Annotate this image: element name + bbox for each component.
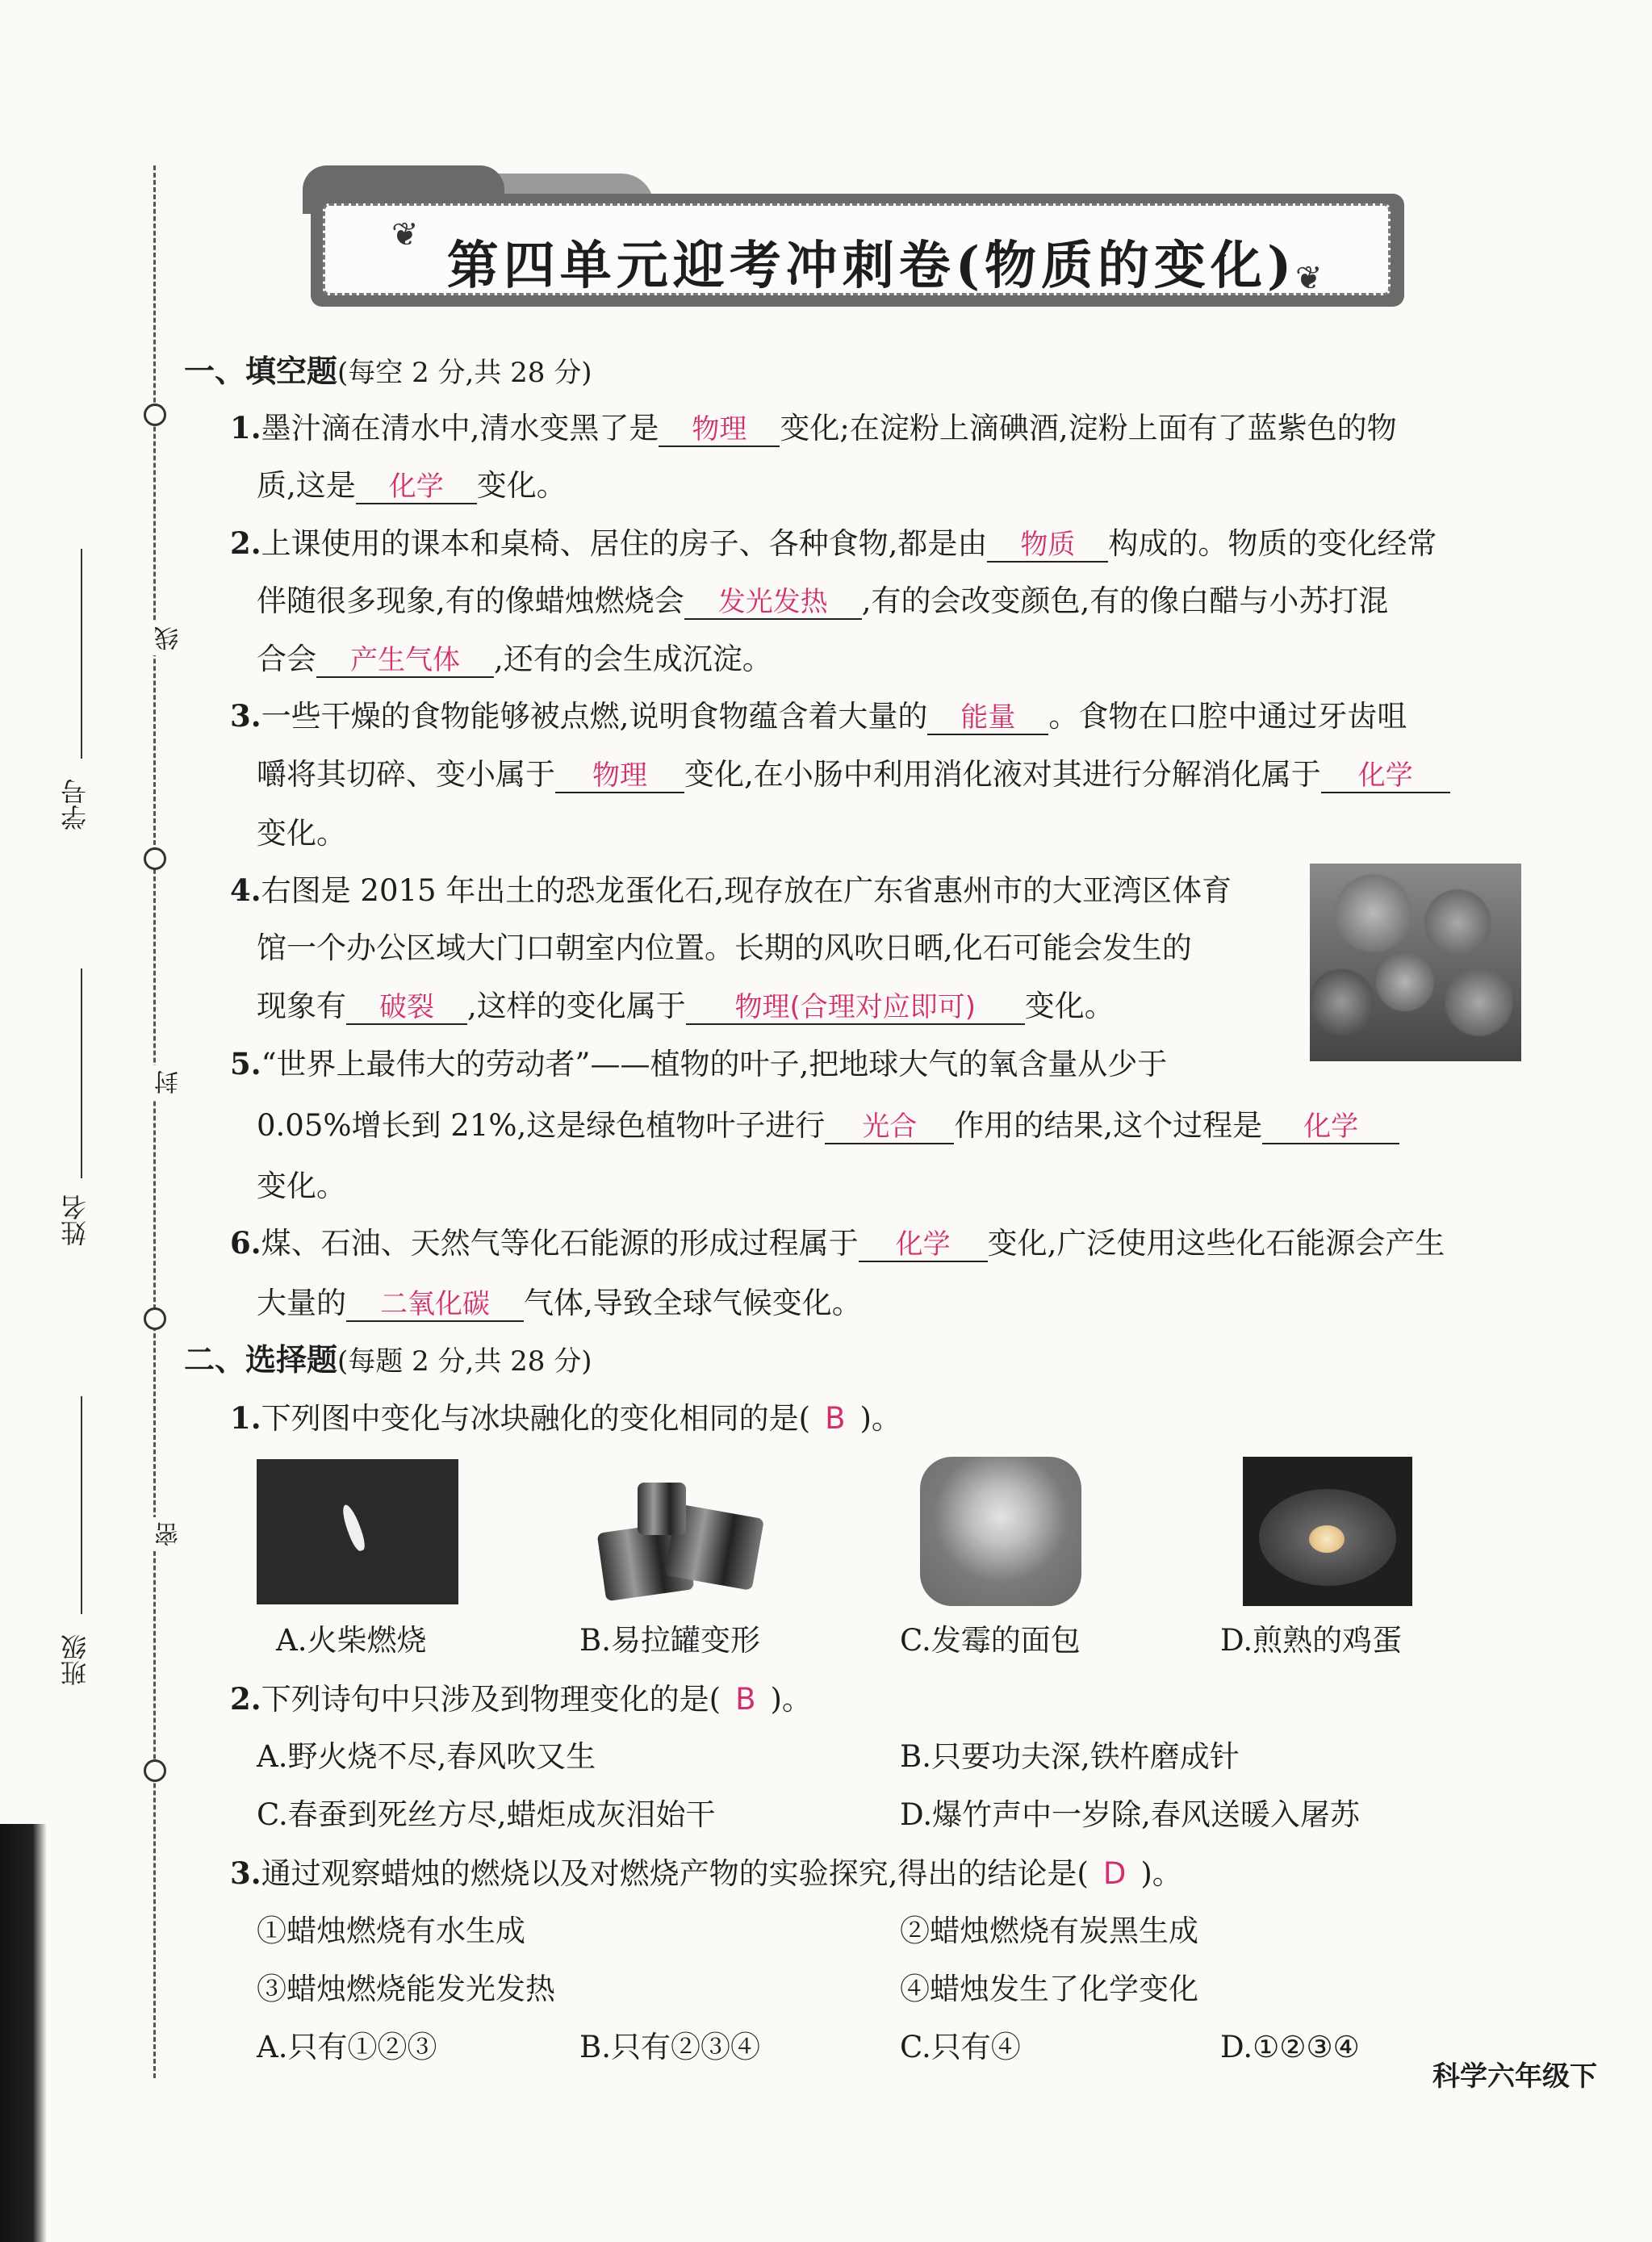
s1-q4-answer1[interactable]: 破裂: [346, 991, 467, 1025]
s2-q3-item-2: ②蜡烛燃烧有炭黑生成: [900, 1914, 1198, 1948]
s1-q4-line3: 现象有 破裂 ,这样的变化属于 物理(合理对应即可) 变化。: [257, 989, 1115, 1023]
s2-q2-option-b[interactable]: B.只要功夫深,铁杵磨成针: [900, 1739, 1240, 1774]
moldy-bread-image: [920, 1457, 1081, 1606]
s2-q1-option-b[interactable]: B.易拉罐变形: [579, 1623, 760, 1658]
s2-q1-option-d[interactable]: D.煎熟的鸡蛋: [1220, 1623, 1403, 1658]
s1-q3-line3: 变化。: [257, 816, 346, 851]
s1-q1-line2: 质,这是 化学 变化。: [257, 468, 567, 503]
s1-q2-line1: 2.上课使用的课本和桌椅、居住的房子、各种食物,都是由 物质 构成的。物质的变化经常: [230, 525, 1437, 561]
s1-q5-answer2[interactable]: 化学: [1262, 1111, 1399, 1144]
student-id-label: 学号: [60, 779, 90, 830]
class-label: 班级: [60, 1634, 90, 1686]
s2-q2-option-c[interactable]: C.春蚕到死丝方尽,蜡炬成灰泪始干: [257, 1797, 716, 1832]
binding-word-feng: 封: [152, 1065, 187, 1099]
s1-q6-line2: 大量的 二氧化碳 气体,导致全球气候变化。: [257, 1286, 862, 1320]
s1-q6-answer1[interactable]: 化学: [859, 1228, 988, 1262]
student-name-field[interactable]: [81, 968, 82, 1178]
s1-q3-answer3[interactable]: 化学: [1321, 759, 1450, 793]
binding-hole: [144, 1759, 166, 1782]
s1-q3-answer1[interactable]: 能量: [927, 701, 1048, 735]
binding-hole: [144, 847, 166, 870]
s2-q1-option-a[interactable]: A.火柴燃烧: [276, 1623, 427, 1658]
s2-q2-stem: 2.下列诗句中只涉及到物理变化的是( B )。: [230, 1681, 812, 1717]
s2-q3-item-4: ④蜡烛发生了化学变化: [900, 1972, 1198, 2006]
burning-match-image: [257, 1459, 458, 1604]
s1-q4-answer2[interactable]: 物理(合理对应即可): [686, 991, 1025, 1025]
s1-q3-answer2[interactable]: 物理: [555, 759, 684, 793]
s2-q3-option-c[interactable]: C.只有④: [900, 2030, 1021, 2064]
s1-q5-line3: 变化。: [257, 1169, 346, 1203]
s1-q5-line1: 5.“世界上最伟大的劳动者”——植物的叶子,把地球大气的氧含量从少于: [230, 1046, 1168, 1081]
s1-q3-line1: 3.一些干燥的食物能够被点燃,说明食物蕴含着大量的 能量 。食物在口腔中通过牙齿咀: [230, 698, 1407, 734]
butterfly-icon: ❦: [1295, 260, 1323, 297]
s1-q5-answer1[interactable]: 光合: [825, 1111, 954, 1144]
s2-q1-option-c[interactable]: C.发霉的面包: [900, 1623, 1081, 1658]
student-id-field[interactable]: [81, 549, 82, 759]
s1-q1-line1: 1.墨汁滴在清水中,清水变黑了是 物理 变化;在淀粉上滴碘酒,淀粉上面有了蓝紫色的物: [230, 410, 1397, 445]
s2-q1-answer[interactable]: B: [825, 1401, 846, 1436]
s2-q3-option-a[interactable]: A.只有①②③: [257, 2030, 437, 2064]
binding-hole: [144, 1307, 166, 1330]
binding-dashed-line: [153, 165, 156, 2078]
binding-hole: [144, 404, 166, 426]
s1-q1-answer1[interactable]: 物理: [659, 413, 780, 447]
s1-q2-answer1[interactable]: 物质: [987, 529, 1108, 563]
fried-egg-image: [1243, 1457, 1412, 1606]
s2-q3-stem: 3.通过观察蜡烛的燃烧以及对燃烧产物的实验探究,得出的结论是( D )。: [230, 1855, 1182, 1891]
s2-q3-answer[interactable]: D: [1102, 1856, 1127, 1891]
s1-q6-line1: 6.煤、石油、天然气等化石能源的形成过程属于 化学 变化,广泛使用这些化石能源会产生: [230, 1225, 1445, 1261]
s2-q3-item-3: ③蜡烛燃烧能发光发热: [257, 1972, 555, 2006]
s2-q3-option-b[interactable]: B.只有②③④: [579, 2030, 760, 2064]
class-field[interactable]: [81, 1396, 82, 1614]
s1-q2-line3: 合会 产生气体 ,还有的会生成沉淀。: [257, 642, 772, 676]
footer-subject-grade: 科学六年级下: [1432, 2060, 1597, 2093]
butterfly-icon: ❦: [391, 216, 419, 253]
section2-heading: 二、选择题(每题 2 分,共 28 分): [184, 1341, 592, 1378]
page-edge-shadow: [0, 1824, 47, 2242]
s1-q4-line1: 4.右图是 2015 年出土的恐龙蛋化石,现存放在广东省惠州市的大亚湾区体育: [230, 872, 1232, 908]
s1-q1-answer2[interactable]: 化学: [356, 471, 477, 504]
s1-q2-line2: 伴随很多现象,有的像蜡烛燃烧会 发光发热 ,有的会改变颜色,有的像白醋与小苏打混: [257, 584, 1389, 618]
student-name-label: 姓名: [60, 1194, 90, 1246]
s1-q4-line2: 馆一个办公区域大门口朝室内位置。长期的风吹日晒,化石可能会发生的: [257, 931, 1192, 965]
crushed-cans-image: [593, 1479, 767, 1608]
s2-q2-option-d[interactable]: D.爆竹声中一岁除,春风送暖入屠苏: [900, 1797, 1360, 1832]
s1-q2-answer2[interactable]: 发光发热: [684, 586, 862, 620]
s1-q5-line2: 0.05%增长到 21%,这是绿色植物叶子进行 光合 作用的结果,这个过程是 化学: [257, 1106, 1399, 1146]
s2-q1-stem: 1.下列图中变化与冰块融化的变化相同的是( B )。: [230, 1400, 901, 1436]
dinosaur-egg-fossil-image: [1310, 864, 1521, 1061]
binding-word-mi: 密: [152, 1517, 187, 1551]
s1-q6-answer2[interactable]: 二氧化碳: [346, 1288, 524, 1322]
s1-q3-line2: 嚼将其切碎、变小属于 物理 变化,在小肠中利用消化液对其进行分解消化属于 化学: [257, 755, 1450, 795]
s2-q2-option-a[interactable]: A.野火烧不尽,春风吹又生: [257, 1739, 596, 1774]
s2-q3-option-d[interactable]: D.①②③④: [1220, 2030, 1360, 2064]
binding-word-xian: 线: [152, 621, 187, 655]
page-title: 第四单元迎考冲刺卷(物质的变化): [446, 236, 1297, 296]
s2-q2-answer[interactable]: B: [735, 1682, 756, 1717]
section1-heading: 一、填空题(每空 2 分,共 28 分): [184, 353, 592, 389]
s1-q2-answer3[interactable]: 产生气体: [316, 644, 494, 678]
s2-q3-item-1: ①蜡烛燃烧有水生成: [257, 1914, 525, 1948]
